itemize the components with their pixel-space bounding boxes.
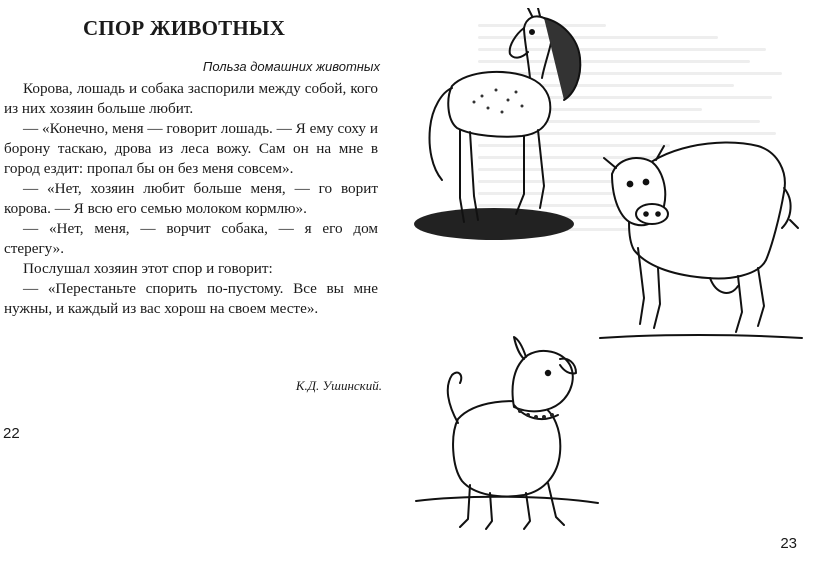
story-text <box>4 79 378 319</box>
cow-illustration <box>598 128 803 340</box>
page-title: СПОР ЖИВОТНЫХ <box>83 16 286 40</box>
section-subtitle: Польза домашних животных <box>202 59 380 74</box>
story-paragraph: — «Нет, меня, — ворчит собака, — я его дом стерегу». <box>4 220 378 257</box>
author-name: К.Д. Ушинский. <box>295 378 382 393</box>
story-paragraph: — «Нет, хозяин любит больше меня, — го ворит корова. — Я всю его семью молоком кормлю». <box>4 180 378 217</box>
horse-illustration <box>412 8 602 243</box>
left-page <box>0 0 400 565</box>
story-paragraph: Послушал хозяин этот спор и говорит: <box>23 260 273 277</box>
story-paragraph: — «Конечно, меня — говорит лошадь. — Я ему соху и борону таскаю, дрова из леса вожу. Сам он на мне в город ездит: пропал бы он без меня совсем». <box>4 120 378 177</box>
page-number-left: 22 <box>3 425 20 442</box>
story-paragraph: — «Перестаньте спорить по-пустому. Все вы мне нужны, и каждый из вас хорош на своем месте». <box>4 280 378 317</box>
page-number-right: 23 <box>780 535 797 552</box>
story-paragraph: Корова, лошадь и собака заспорили между собой, кого из них хозяин больше любит. <box>4 80 378 117</box>
dog-illustration <box>414 335 599 535</box>
